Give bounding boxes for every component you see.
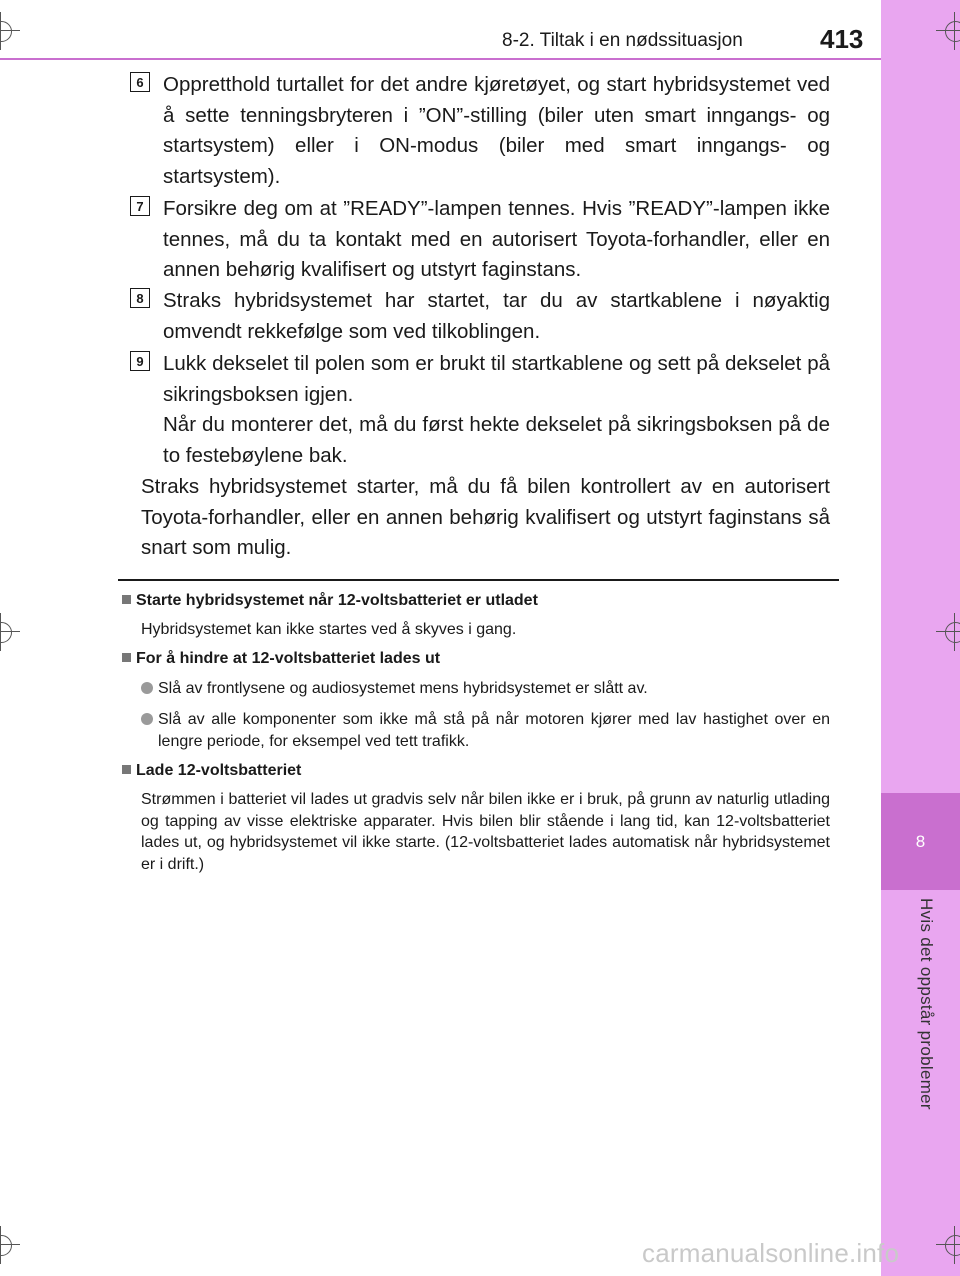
step-number-badge: 9 — [130, 351, 150, 371]
note-heading-text: Starte hybridsystemet når 12-voltsbatteriet er utladet — [136, 592, 538, 609]
list-item — [141, 709, 830, 752]
registration-mark-icon — [936, 1226, 960, 1264]
header-divider — [0, 58, 881, 60]
closing-paragraph: Straks hybridsystemet starter, må du få bilen kontrollert av en autorisert Toyota-forhandler, eller en annen behørig kvalifisert og utstyrt faginstans så snart som mulig. — [141, 475, 830, 560]
registration-mark-icon — [0, 12, 20, 50]
step-number-badge: 7 — [130, 196, 150, 216]
circle-bullet-icon — [141, 682, 153, 694]
notes-divider — [118, 579, 839, 581]
step-8 — [130, 286, 830, 347]
step-text: Oppretthold turtallet for det andre kjøretøyet, og start hybridsystemet ved å sette tenningsbryteren i ”ON”-stilling (biler uten smart inngangs- og startsystem) eller i ON-modus (biler med smart inngangs- og startsystem). — [163, 73, 830, 189]
note-heading — [122, 650, 440, 668]
note-heading — [122, 762, 301, 780]
registration-mark-icon — [936, 613, 960, 651]
step-7 — [130, 194, 830, 286]
list-item-text: Slå av frontlysene og audiosystemet mens hybridsystemet er slått av. — [158, 680, 648, 697]
step-text: Straks hybridsystemet har startet, tar du av startkablene i nøyaktig omvendt rekkefølge som ved tilkoblingen. — [163, 289, 830, 343]
note-heading-text: For å hindre at 12-voltsbatteriet lades ut — [136, 650, 441, 667]
step-6 — [130, 70, 830, 193]
note-heading-text: Lade 12-voltsbatteriet — [136, 762, 302, 779]
chapter-number-tab[interactable] — [881, 793, 960, 890]
note-heading — [122, 592, 538, 610]
chapter-title: Hvis det oppstår problemer — [917, 898, 936, 1110]
chapter-number: 8 — [915, 831, 926, 851]
page-number: 413 — [820, 24, 864, 54]
step-text: Forsikre deg om at ”READY”-lampen tennes. Hvis ”READY”-lampen ikke tennes, må du ta kontakt med en autorisert Toyota-forhandler, eller en annen behørig kvalifisert og utstyrt faginstans. — [163, 197, 830, 282]
step-number-badge: 8 — [130, 288, 150, 308]
square-bullet-icon — [122, 653, 131, 662]
watermark[interactable]: carmanualsonline.info — [642, 1238, 900, 1268]
note-text: Strømmen i batteriet vil lades ut gradvis selv når bilen ikke er i bruk, på grunn av naturlig utlading og tapping av visse elektriske apparater. Hvis bilen blir stående i lang tid, kan 12-voltsbatteriet lades ut, og hybridsystemet vil ikke starte. (12-voltsbatteriet lades automatisk når hybridsystemet er i drift.) — [141, 791, 830, 873]
circle-bullet-icon — [141, 713, 153, 725]
registration-mark-icon — [936, 12, 960, 50]
step-text-continued: Når du monterer det, må du først hekte dekselet på sikringsboksen på de to festebøylene bak. — [163, 413, 830, 468]
section-title: 8-2. Tiltak i en nødssituasjon — [502, 30, 743, 51]
list-item-text: Slå av alle komponenter som ikke må stå på når motoren kjører med lav hastighet over en lengre periode, for eksempel ved tett trafikk. — [158, 711, 830, 750]
step-9 — [130, 349, 830, 472]
registration-mark-icon — [0, 613, 20, 651]
square-bullet-icon — [122, 595, 131, 604]
square-bullet-icon — [122, 765, 131, 774]
registration-mark-icon — [0, 1226, 20, 1264]
list-item — [141, 678, 830, 700]
note-text: Hybridsystemet kan ikke startes ved å skyves i gang. — [141, 621, 517, 638]
step-text: Lukk dekselet til polen som er brukt til startkablene og sett på dekselet på sikringsboksen igjen. — [163, 352, 830, 406]
step-number-badge: 6 — [130, 72, 150, 92]
